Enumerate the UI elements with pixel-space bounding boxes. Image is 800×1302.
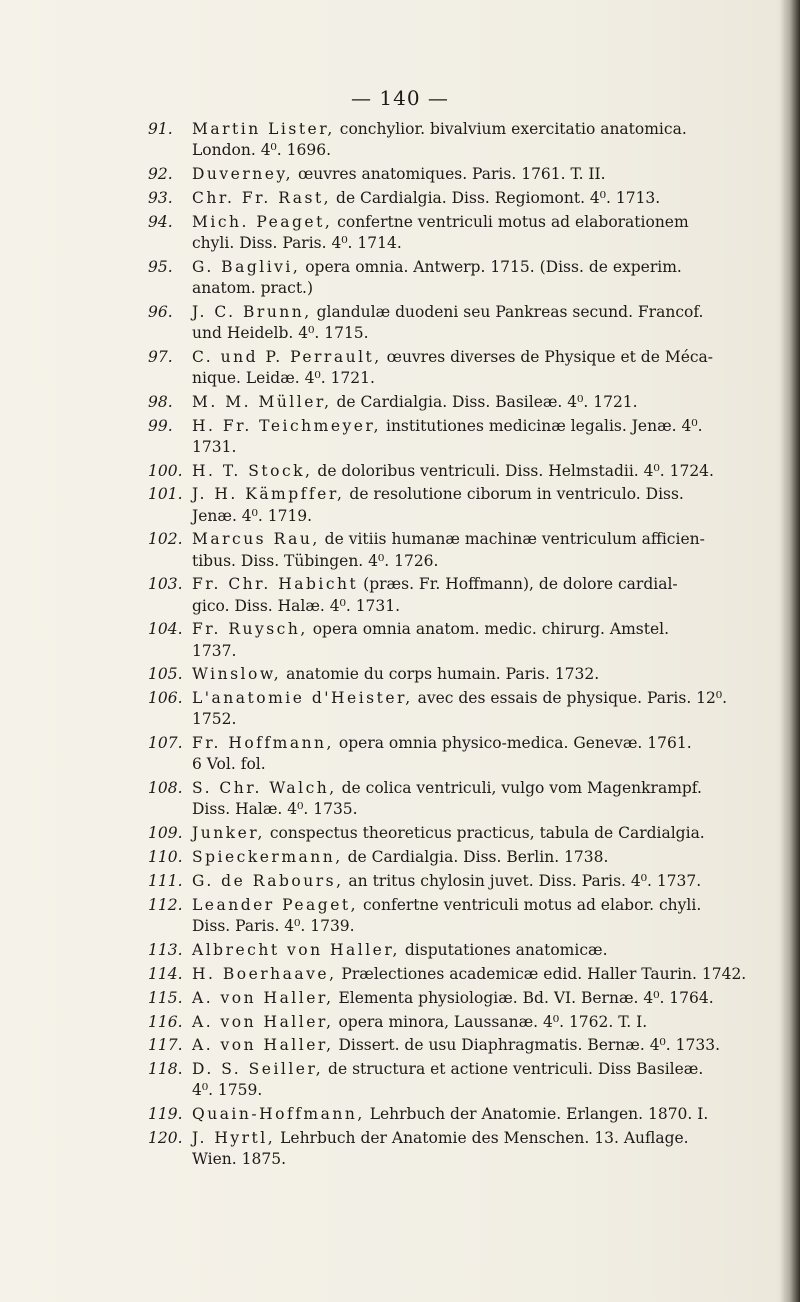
entry-author: M. M. Müller, [192,392,332,411]
entry-author: D. S. Seiller, [192,1060,324,1079]
entry-title: (præs. Fr. Hoffmann), de dolore cardial- [358,575,678,594]
entry-number: 111. [148,872,183,891]
bibliography-entry [148,392,760,413]
entry-author: Duverney, [192,164,294,183]
bibliography-entry [148,416,760,458]
bibliography-entry [148,1104,760,1125]
bibliography-entry [148,1035,760,1056]
bibliography-entry [148,529,760,571]
bibliography-entry [148,484,760,526]
entry-continuation: Diss. Halæ. 4⁰. 1735. [192,800,358,819]
bibliography-entry [148,461,760,482]
entry-continuation: 1731. [192,437,237,456]
entry-author: S. Chr. Walch, [192,779,337,798]
bibliography-entry [148,964,760,985]
entry-author: Spieckermann, [192,848,343,867]
bibliography-entry [148,164,760,185]
entry-title: Prælectiones academicæ edid. Haller Taurin. 1742. [336,964,747,983]
entry-title: confertne ventriculi motus ad elaborationem [332,212,689,231]
entry-author: Mich. Peaget, [192,212,333,231]
entry-number: 96. [148,302,173,321]
entry-title: de colica ventriculi, vulgo vom Magenkrampf. [336,779,702,798]
entry-number: 112. [148,895,183,914]
entry-number: 101. [148,485,183,504]
entry-number: 113. [148,940,183,959]
entry-author: Winslow, [192,665,282,684]
entry-title: de Cardialgia. Diss. Berlin. 1738. [342,848,609,867]
bibliography-entry [148,347,760,389]
entry-title: opera omnia physico-medica. Genevæ. 1761. [333,734,692,753]
entry-number: 116. [148,1012,183,1031]
entry-author: Albrecht von Haller, [192,940,400,959]
entry-number: 110. [148,848,183,867]
entry-title: Elementa physiologiæ. Bd. VI. Bernæ. 4⁰. 1764. [333,988,714,1007]
entry-number: 120. [148,1129,183,1148]
entry-author: L'anatomie d'Heister, [192,689,413,708]
entry-continuation: 6 Vol. fol. [192,755,266,774]
entry-title: anatomie du corps humain. Paris. 1732. [281,665,600,684]
entry-title: confertne ventriculi motus ad elabor. chyli. [358,895,702,914]
entry-number: 100. [148,461,183,480]
bibliography-entry [148,940,760,961]
bibliography-entry [148,871,760,892]
entry-continuation: Wien. 1875. [192,1150,286,1169]
entry-title: œuvres diverses de Physique et de Méca- [381,347,714,366]
entry-author: C. und P. Perrault, [192,347,382,366]
entry-number: 97. [148,347,173,366]
bibliography-entry [148,257,760,299]
entry-title: de Cardialgia. Diss. Basileæ. 4⁰. 1721. [331,392,638,411]
bibliography-entry [148,619,760,661]
entry-author: Fr. Chr. Habicht [192,575,359,594]
entry-author: Leander Peaget, [192,895,359,914]
entry-continuation: tibus. Diss. Tübingen. 4⁰. 1726. [192,551,439,570]
entry-author: A. von Haller, [192,1036,334,1055]
bibliography-list [148,119,760,1173]
entry-title: de doloribus ventriculi. Diss. Helmstadii. 4⁰. 1724. [312,461,714,480]
entry-author: H. Fr. Teichmeyer, [192,416,382,435]
bibliography-entry [148,119,760,161]
entry-author: Martin Lister, [192,120,335,138]
entry-continuation: 4⁰. 1759. [192,1081,263,1100]
entry-title: glandulæ duodeni seu Pankreas secund. Francof. [311,302,704,321]
page-number: — 140 — [351,86,449,110]
entry-continuation: 1737. [192,641,237,660]
entry-author: Quain-Hoffmann, [192,1105,365,1124]
entry-number: 118. [148,1060,183,1079]
entry-number: 106. [148,689,183,708]
entry-continuation: nique. Leidæ. 4⁰. 1721. [192,368,375,387]
entry-author: J. C. Brunn, [192,302,312,321]
entry-number: 94. [148,212,173,231]
bibliography-entry [148,212,760,254]
entry-title: œuvres anatomiques. Paris. 1761. T. II. [293,164,606,183]
bibliography-entry [148,188,760,209]
entry-number: 98. [148,392,173,411]
entry-title: Lehrbuch der Anatomie des Menschen. 13. Auflage. [275,1129,689,1148]
bibliography-entry [148,302,760,344]
bibliography-entry [148,733,760,775]
entry-number: 107. [148,734,183,753]
entry-title: de structura et actione ventriculi. Diss Basileæ. [323,1060,704,1079]
entry-title: de resolutione ciborum in ventriculo. Diss. [344,485,684,504]
bibliography-entry [148,574,760,616]
entry-author: H. Boerhaave, [192,964,337,983]
bibliography-entry [148,823,760,844]
entry-author: H. T. Stock, [192,461,313,480]
entry-number: 114. [148,964,183,983]
entry-number: 109. [148,824,183,843]
entry-title: opera omnia anatom. medic. chirurg. Amstel. [307,620,670,639]
entry-author: Fr. Hoffmann, [192,734,334,753]
entry-author: J. Hyrtl, [192,1129,276,1148]
bibliography-entry [148,847,760,868]
entry-continuation: London. 4⁰. 1696. [192,141,332,160]
entry-number: 93. [148,188,173,207]
entry-title: avec des essais de physique. Paris. 12⁰. [412,689,728,708]
entry-author: G. de Rabours, [192,872,344,891]
entry-author: Junker, [192,824,265,843]
entry-number: 99. [148,416,173,435]
bibliography-entry [148,688,760,730]
entry-continuation: Jenæ. 4⁰. 1719. [192,506,313,525]
entry-title: Dissert. de usu Diaphragmatis. Bernæ. 4⁰. 1733. [333,1036,721,1055]
entry-title: opera omnia. Antwerp. 1715. (Diss. de experim. [300,257,682,276]
entry-number: 104. [148,620,183,639]
bibliography-entry [148,664,760,685]
entry-title: opera minora, Laussanæ. 4⁰. 1762. T. I. [333,1012,648,1031]
entry-number: 115. [148,988,183,1007]
bibliography-entry [148,895,760,937]
entry-continuation: gico. Diss. Halæ. 4⁰. 1731. [192,596,401,615]
entry-title: de vitiis humanæ machinæ ventriculum afficien- [319,530,705,549]
entry-author: Fr. Ruysch, [192,620,308,639]
entry-number: 102. [148,530,183,549]
entry-number: 119. [148,1105,183,1124]
bibliography-entry [148,1128,760,1170]
bibliography-entry [148,778,760,820]
entry-continuation: und Heidelb. 4⁰. 1715. [192,323,369,342]
entry-number: 117. [148,1036,183,1055]
entry-title: Lehrbuch der Anatomie. Erlangen. 1870. I. [364,1105,709,1124]
entry-title: disputationes anatomicæ. [399,940,608,959]
entry-continuation: chyli. Diss. Paris. 4⁰. 1714. [192,233,402,252]
entry-author: J. H. Kämpffer, [192,485,345,504]
entry-number: 108. [148,779,183,798]
entry-title: an tritus chylosin juvet. Diss. Paris. 4⁰. 1737. [343,872,702,891]
entry-title: institutiones medicinæ legalis. Jenæ. 4⁰. [381,416,703,435]
entry-number: 103. [148,575,183,594]
entry-number: 105. [148,665,183,684]
entry-number: 95. [148,257,173,276]
entry-author: Marcus Rau, [192,530,320,549]
bibliography-entry [148,1059,760,1101]
entry-title: conspectus theoreticus practicus, tabula de Cardialgia. [264,824,705,843]
entry-author: Chr. Fr. Rast, [192,188,332,207]
entry-continuation: anatom. pract.) [192,278,314,297]
entry-author: A. von Haller, [192,988,334,1007]
entry-author: A. von Haller, [192,1012,334,1031]
entry-number: 91. [148,120,173,138]
bibliography-entry [148,1012,760,1033]
entry-author: G. Baglivi, [192,257,301,276]
entry-number: 92. [148,164,173,183]
entry-continuation: Diss. Paris. 4⁰. 1739. [192,917,355,936]
page-edge-shadow [780,0,800,1302]
bibliography-entry [148,988,760,1009]
entry-continuation: 1752. [192,710,237,729]
entry-title: de Cardialgia. Diss. Regiomont. 4⁰. 1713. [331,188,661,207]
entry-title: conchylior. bivalvium exercitatio anatomica. [334,120,687,138]
